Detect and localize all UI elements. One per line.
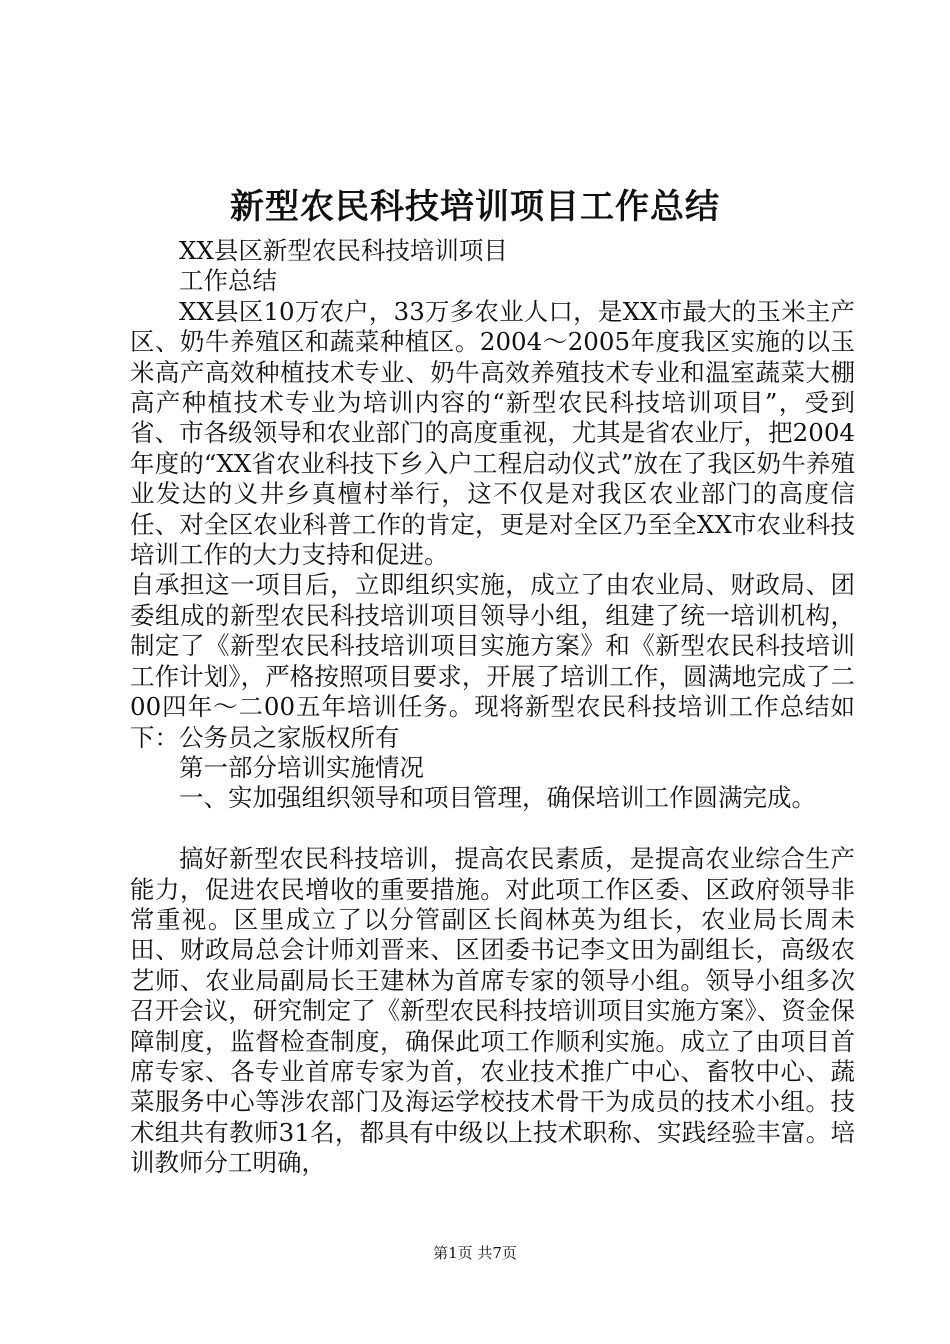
paragraph-intro: XX县区10万农户，33万多农业人口，是XX市最大的玉米主产区、奶牛养殖区和蔬菜种植区。2004～2005年度我区实施的以玉米高产高效种植技术专业、奶牛高效养殖技术专业和温室蔬菜大棚高产种植技术专业为培训内容的“新型农民科技培训项目”，受到省、市各级领导和农业部门的高度重视，尤其是省农业厅，把2004年度的“XX省农业科技下乡入户工程启动仪式”放在了我区奶牛养殖业发达的义井乡真檀村举行，这不仅是对我区农业部门的高度信任、对全区农业科普工作的肯定，更是对全区乃至全XX市农业科技培训工作的大力支持和促进。 xyxy=(130,296,855,570)
section-heading: 第一部分培训实施情况 xyxy=(179,752,424,782)
page-footer: 第1页 共7页 xyxy=(433,1244,517,1262)
document-title: 新型农民科技培训项目工作总结 xyxy=(230,187,720,227)
subtitle-line-1: XX县区新型农民科技培训项目 xyxy=(179,236,508,265)
subsection-heading: 一、实加强组织领导和项目管理，确保培训工作圆满完成。 xyxy=(179,783,816,813)
subtitle-line-2: 工作总结 xyxy=(179,266,277,296)
paragraph-implementation: 自承担这一项目后，立即组织实施，成立了由农业局、财政局、团委组成的新型农民科技培训项目领导小组，组建了统一培训机构，制定了《新型农民科技培训项目实施方案》和《新型农民科技培训工作计划》，严格按照项目要求，开展了培训工作，圆满地完成了二00四年～二00五年培训任务。现将新型农民科技培训工作总结如下：公务员之家版权所有 xyxy=(130,570,855,752)
paragraph-spacer xyxy=(130,814,855,844)
paragraph-organization: 搞好新型农民科技培训，提高农民素质，是提高农业综合生产能力，促进农民增收的重要措施。对此项工作区委、区政府领导非常重视。区里成立了以分管副区长阎林英为组长，农业局长周未田、财政局总会计师刘晋来、区团委书记李文田为副组长，高级农艺师、农业局副局长王建林为首席专家的领导小组。领导小组多次召开会议，研究制定了《新型农民科技培训项目实施方案》、资金保障制度，监督检查制度，确保此项工作顺利实施。成立了由项目首席专家、各专业首席专家为首，农业技术推广中心、畜牧中心、蔬菜服务中心等涉农部门及海运学校技术骨干为成员的技术小组。技术组共有教师31名，都具有中级以上技术职称、实践经验丰富。培训教师分工明确， xyxy=(130,844,855,1178)
document-body xyxy=(130,236,855,1179)
